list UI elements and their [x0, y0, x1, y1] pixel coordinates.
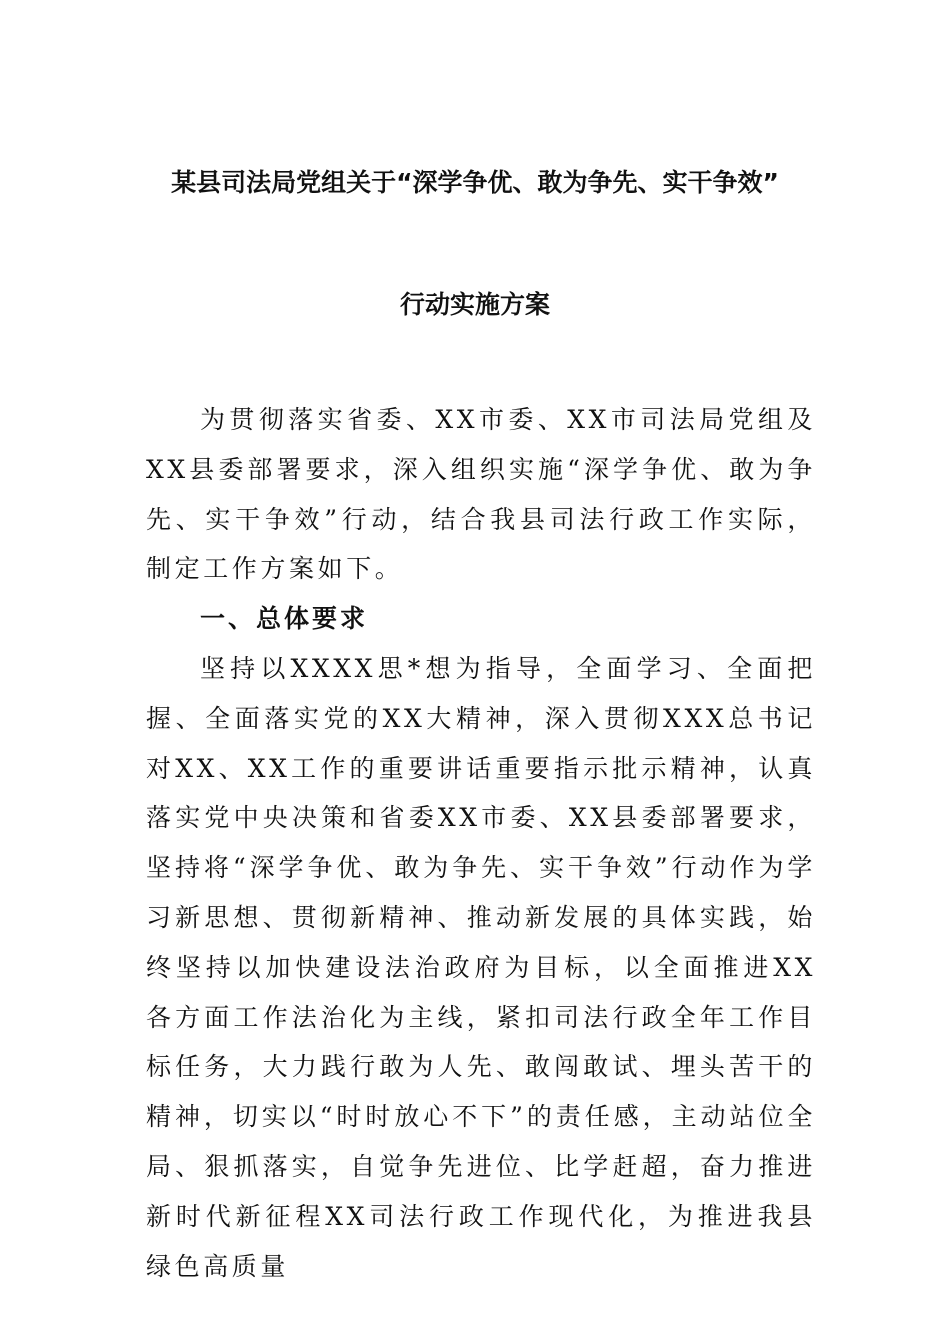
section-1-paragraph: 坚持以XXXX思*想为指导，全面学习、全面把握、全面落实党的XX大精神，深入贯彻XXX总书记对XX、XX工作的重要讲话重要指示批示精神，认真落实党中央决策和省委XX市委、XX县委部署要求，坚持将“深学争优、敢为争先、实干争效”行动作为学习新思想、贯彻新精神、推动新发展的具体实践，始终坚持以加快建设法治政府为目标，以全面推进XX各方面工作法治化为主线，紧扣司法行政全年工作目标任务，大力践行敢为人先、敢闯敢试、埋头苦干的精神，切实以“时时放心不下”的责任感，主动站位全局、狠抓落实，自觉争先进位、比学赶超，奋力推进新时代新征程XX司法行政工作现代化，为推进我县绿色高质量	[146, 653, 816, 1281]
document-body	[146, 395, 816, 1291]
section-1-heading: 一、总体要求	[200, 604, 369, 634]
intro-paragraph: 为贯彻落实省委、XX市委、XX市司法局党组及XX县委部署要求，深入组织实施“深学争优、敢为争先、实干争效”行动，结合我县司法行政工作实际，制定工作方案如下。	[146, 405, 816, 584]
document-title-line-1: 某县司法局党组关于“深学争优、敢为争先、实干争效”	[171, 168, 779, 197]
document-title-line-2: 行动实施方案	[399, 290, 550, 319]
